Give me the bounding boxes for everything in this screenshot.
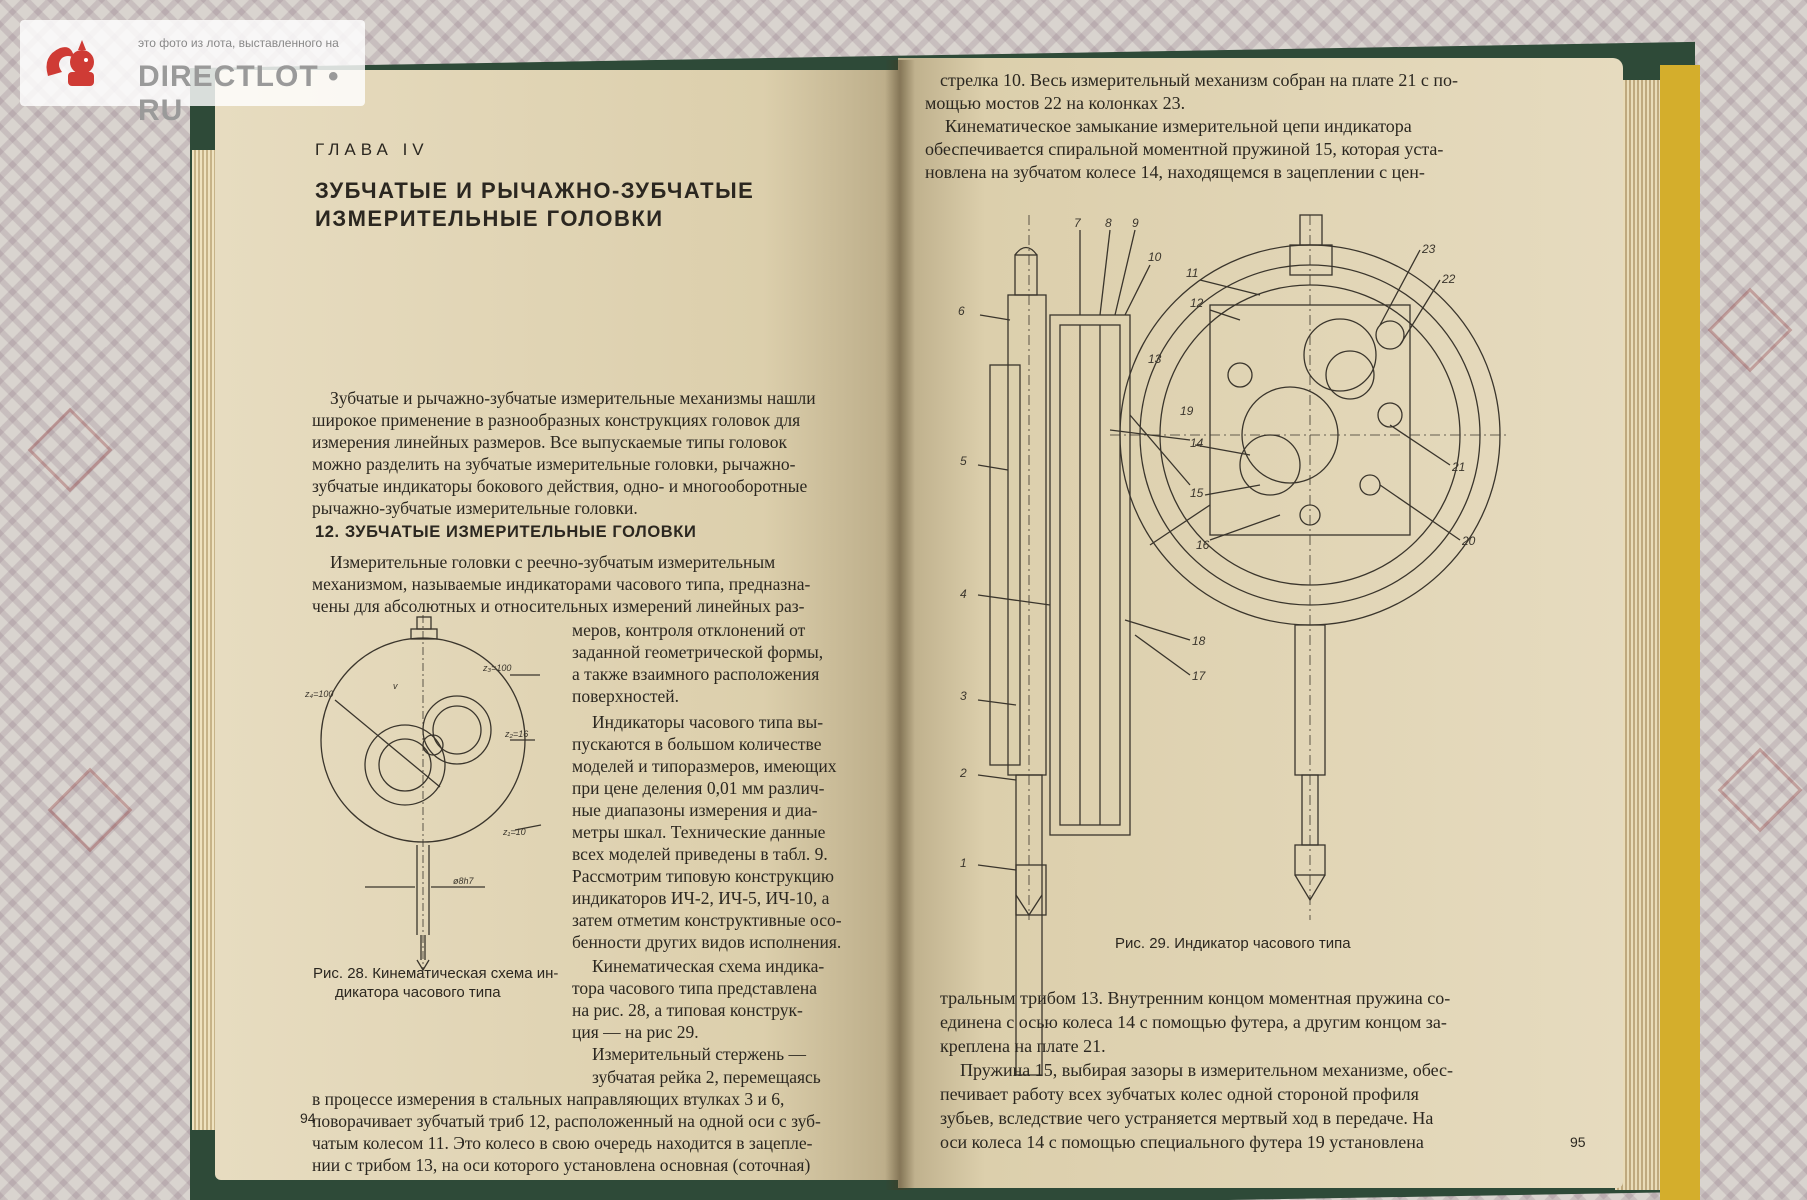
paragraph-line: затем отметим конструктивные осо-: [572, 910, 842, 930]
figure-28-caption: Рис. 28. Кинематическая схема ин-: [313, 965, 559, 982]
paragraph-line: оси колеса 14 с помощью специального футера 19 установлена: [940, 1132, 1424, 1152]
paragraph-line: зубьев, вследствие чего устраняется мертвый ход в передаче. На: [940, 1108, 1434, 1128]
intro-paragraph-line: зубчатые индикаторы бокового действия, одно- и многооборотные: [312, 476, 808, 496]
fig29-label-20: 20: [1462, 534, 1476, 548]
paragraph-line: чены для абсолютных и относительных измерений линейных раз-: [312, 596, 805, 616]
paragraph-line: пускаются в большом количестве: [572, 734, 822, 754]
fig29-label-1: 1: [960, 856, 967, 870]
fig29-label-23: 23: [1422, 242, 1436, 256]
paragraph-line: бенности других видов исполнения.: [572, 932, 842, 952]
fig29-label-16: 16: [1196, 538, 1210, 552]
paragraph-line: Кинематическое замыкание измерительной цепи индикатора: [945, 116, 1412, 136]
fig28-label-z3: z₃=100: [483, 663, 512, 673]
fig28-label-shaft: ø8h7: [453, 876, 474, 886]
paragraph-line: тральным трибом 13. Внутренним концом моментная пружина со-: [940, 988, 1451, 1008]
paragraph-line: индикаторов ИЧ-2, ИЧ-5, ИЧ-10, а: [572, 888, 830, 908]
fig29-label-11: 11: [1186, 266, 1199, 280]
paragraph-line: зубчатая рейка 2, перемещаясь: [592, 1067, 821, 1087]
fig29-label-15: 15: [1190, 486, 1204, 500]
fig29-label-10: 10: [1148, 250, 1162, 264]
watermark: [20, 20, 365, 127]
fig29-label-12: 12: [1190, 296, 1204, 310]
figure-29-dial-indicator: [950, 215, 1550, 925]
paragraph-line: поверхностей.: [572, 686, 680, 706]
intro-paragraph-line: Зубчатые и рычажно-зубчатые измерительные механизмы нашли: [330, 388, 816, 408]
watermark-site-name: DIRECTLOT • RU: [138, 60, 340, 127]
fig29-label-5: 5: [960, 454, 967, 468]
fig29-label-19: 19: [1180, 404, 1194, 418]
page-number-right: 95: [1570, 1134, 1586, 1150]
intro-paragraph-line: можно разделить на зубчатые измерительные головки, рычажно-: [312, 454, 796, 474]
fig29-label-22: 22: [1442, 272, 1456, 286]
fig29-label-18: 18: [1192, 634, 1206, 648]
paragraph-line: при цене деления 0,01 мм различ-: [572, 778, 825, 798]
fig29-label-21: 21: [1452, 460, 1466, 474]
intro-paragraph-line: измерения линейных размеров. Все выпускаемые типы головок: [312, 432, 788, 452]
paragraph-line: ция — на рис 29.: [572, 1022, 699, 1042]
tablecloth-pattern: [48, 768, 133, 853]
paragraph-line: а также взаимного расположения: [572, 664, 820, 684]
fig29-label-6: 6: [958, 304, 965, 318]
fig28-label-z4: z₄=100: [305, 689, 334, 699]
fig29-label-17: 17: [1192, 669, 1206, 683]
fig29-label-9: 9: [1132, 216, 1139, 230]
paragraph-line: Пружина 15, выбирая зазоры в измерительном механизме, обес-: [960, 1060, 1454, 1080]
fig29-label-8: 8: [1105, 216, 1112, 230]
paragraph-line: заданной геометрической формы,: [572, 642, 824, 662]
figure-28-caption: дикатора часового типа: [335, 984, 501, 1001]
paragraph-line: на рис. 28, а типовая конструк-: [572, 1000, 803, 1020]
fig29-label-3: 3: [960, 689, 967, 703]
fig28-label-z1: z₁=10: [503, 827, 526, 837]
book-cover-edge: [1660, 65, 1700, 1200]
paragraph-line: Индикаторы часового типа вы-: [592, 712, 824, 732]
tablecloth-pattern: [1718, 748, 1803, 833]
paragraph-line: мощью мостов 22 на колонках 23.: [925, 93, 1186, 113]
paragraph-line: обеспечивается спиральной моментной пружиной 15, которая уста-: [925, 139, 1444, 159]
paragraph-line: чатым колесом 11. Это колесо в свою очередь находится в зацепле-: [312, 1133, 813, 1153]
squirrel-logo-icon: [38, 36, 102, 92]
paragraph-line: ные диапазоны измерения и диа-: [572, 800, 818, 820]
fig29-label-4: 4: [960, 587, 967, 601]
paragraph-line: нии с трибом 13, на оси которого установлена основная (соточная): [312, 1155, 811, 1175]
chapter-title-line: ИЗМЕРИТЕЛЬНЫЕ ГОЛОВКИ: [315, 206, 664, 231]
fig28-label-velocity: v: [393, 681, 398, 691]
paragraph-line: Измерительный стержень —: [592, 1044, 807, 1064]
paragraph-line: метры шкал. Технические данные: [572, 822, 826, 842]
paragraph-line: печивает работу всех зубчатых колес одной стороной профиля: [940, 1084, 1419, 1104]
watermark-tagline: это фото из лота, выставленного на: [138, 36, 339, 50]
chapter-label: ГЛАВА IV: [315, 140, 429, 159]
book-gutter: [885, 60, 915, 1190]
fig29-label-14: 14: [1190, 436, 1204, 450]
paragraph-line: единена с осью колеса 14 с помощью футера, а другим концом за-: [940, 1012, 1447, 1032]
paragraph-line: меров, контроля отклонений от: [572, 620, 806, 640]
figure-28-kinematic-scheme: [305, 615, 565, 975]
paragraph-line: Рассмотрим типовую конструкцию: [572, 866, 834, 886]
paragraph-line: тора часового типа представлена: [572, 978, 818, 998]
figure-29-caption: Рис. 29. Индикатор часового типа: [1115, 935, 1351, 952]
paragraph-line: всех моделей приведены в табл. 9.: [572, 844, 828, 864]
paragraph-line: новлена на зубчатом колесе 14, находящемся в зацеплении с цен-: [925, 162, 1425, 182]
paragraph-line: Кинематическая схема индика-: [592, 956, 825, 976]
paragraph-line: механизмом, называемые индикаторами часового типа, предназна-: [312, 574, 811, 594]
tablecloth-pattern: [28, 408, 113, 493]
intro-paragraph-line: рычажно-зубчатые измерительные головки.: [312, 498, 638, 518]
paragraph-line: в процессе измерения в стальных направляющих втулках 3 и 6,: [312, 1089, 785, 1109]
paragraph-line: моделей и типоразмеров, имеющих: [572, 756, 837, 776]
paragraph-line: стрелка 10. Весь измерительный механизм собран на плате 21 с по-: [940, 70, 1458, 90]
section-heading: 12. ЗУБЧАТЫЕ ИЗМЕРИТЕЛЬНЫЕ ГОЛОВКИ: [315, 523, 697, 541]
paragraph-line: поворачивает зубчатый триб 12, расположенный на одной оси с зуб-: [312, 1111, 821, 1131]
paragraph-line: Измерительные головки с реечно-зубчатым измерительным: [330, 552, 776, 572]
page-number-left: 94: [300, 1110, 316, 1126]
paragraph-line: креплена на плате 21.: [940, 1036, 1106, 1056]
intro-paragraph-line: широкое применение в разнообразных конструкциях головок для: [312, 410, 801, 430]
fig29-label-7: 7: [1074, 216, 1081, 230]
fig28-label-z2: z₂=16: [505, 729, 529, 739]
tablecloth-pattern: [1708, 288, 1793, 373]
fig29-label-2: 2: [960, 766, 967, 780]
chapter-title-line: ЗУБЧАТЫЕ И РЫЧАЖНО-ЗУБЧАТЫЕ: [315, 178, 755, 203]
fig29-label-13: 13: [1148, 352, 1162, 366]
